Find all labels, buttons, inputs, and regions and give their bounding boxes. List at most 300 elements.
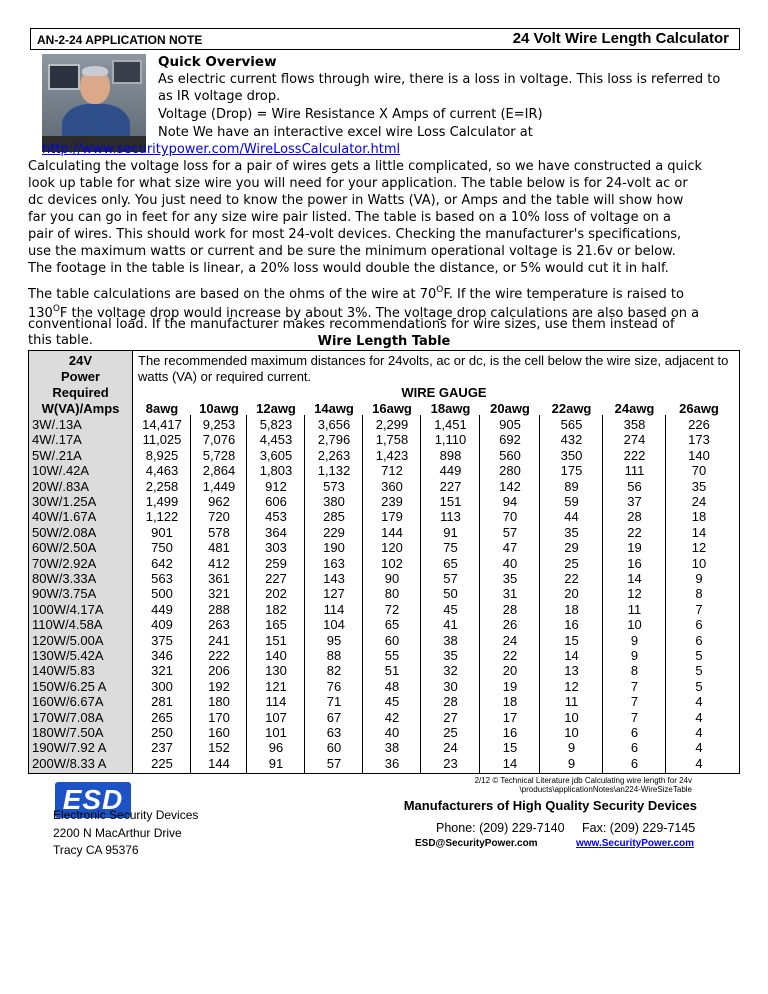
document-title: 24 Volt Wire Length Calculator — [512, 30, 729, 47]
distance-cell: 28 — [627, 509, 642, 525]
distance-cell: 24 — [502, 632, 518, 648]
gauge-header-22awg: 22awg — [551, 401, 592, 416]
distance-cell: 9 — [695, 571, 703, 586]
distance-cell: 6 — [630, 740, 639, 756]
body-line: far you can go in feet for any size wire pair listed. The table is based on a 10% loss of voltage on a — [28, 210, 671, 225]
distance-cell: 121 — [265, 678, 287, 694]
tagline: Manufacturers of High Quality Security Devices — [403, 798, 697, 813]
body-line: Calculating the voltage loss for a pair of wires gets a little complicated, so we have constructed a quick — [28, 159, 703, 174]
website-link[interactable]: www.SecurityPower.com — [576, 838, 695, 849]
distance-cell: 15 — [502, 740, 518, 756]
distance-cell: 321 — [151, 663, 173, 679]
distance-cell: 160 — [208, 725, 230, 740]
distance-cell: 173 — [688, 432, 710, 448]
distance-cell: 170 — [208, 709, 230, 725]
distance-cell: 76 — [326, 678, 342, 694]
distance-cell: 500 — [151, 586, 173, 602]
distance-cell: 8 — [630, 663, 639, 679]
distance-cell: 89 — [564, 478, 579, 494]
power-label: 160W/6.67A — [32, 694, 104, 710]
distance-cell: 3,605 — [259, 447, 293, 463]
distance-cell: 563 — [151, 571, 173, 586]
distance-cell: 32 — [443, 663, 458, 679]
distance-cell: 4 — [695, 740, 703, 756]
distance-cell: 57 — [326, 755, 342, 771]
distance-cell: 175 — [560, 463, 583, 479]
power-label: 130W/5.42A — [32, 648, 104, 663]
distance-cell: 113 — [440, 509, 461, 525]
distance-cell: 346 — [151, 648, 173, 663]
distance-cell: 42 — [384, 709, 400, 725]
distance-cell: 10 — [627, 617, 642, 633]
distance-cell: 9 — [630, 632, 639, 648]
distance-cell: 140 — [688, 447, 710, 463]
power-label: 20W/.83A — [32, 478, 90, 494]
table-title: Wire Length Table — [317, 334, 451, 349]
distance-cell: 94 — [502, 494, 518, 509]
distance-cell: 107 — [265, 709, 287, 725]
distance-cell: 22 — [502, 648, 518, 663]
distance-cell: 165 — [265, 617, 287, 633]
distance-cell: 11 — [627, 601, 642, 617]
power-label: 10W/.42A — [32, 463, 90, 479]
distance-cell: 163 — [323, 555, 345, 571]
distance-cell: 237 — [151, 740, 173, 756]
distance-cell: 72 — [384, 601, 400, 617]
power-label: 150W/6.25 A — [32, 678, 107, 694]
distance-cell: 2,263 — [317, 447, 351, 463]
distance-cell: 202 — [265, 586, 287, 602]
distance-cell: 48 — [384, 678, 400, 694]
distance-cell: 152 — [208, 740, 230, 756]
distance-cell: 1,499 — [145, 494, 179, 509]
distance-cell: 47 — [502, 540, 518, 556]
gauge-header-14awg: 14awg — [314, 401, 354, 416]
distance-cell: 96 — [268, 740, 284, 756]
distance-cell: 23 — [443, 755, 458, 771]
document-id: AN-2-24 APPLICATION NOTE — [37, 33, 203, 47]
distance-cell: 5 — [695, 648, 703, 663]
distance-cell: 16 — [564, 617, 579, 633]
distance-cell: 3,656 — [317, 417, 351, 432]
gauge-header-24awg: 24awg — [614, 401, 655, 416]
col-header-line: W(VA)/Amps — [41, 401, 120, 416]
distance-cell: 19 — [627, 540, 642, 556]
distance-cell: 5 — [695, 678, 703, 694]
distance-cell: 226 — [688, 417, 710, 432]
distance-cell: 750 — [151, 540, 173, 556]
distance-cell: 1,132 — [317, 463, 351, 479]
distance-cell: 222 — [623, 447, 646, 463]
col-header-line: Power — [60, 369, 100, 384]
distance-cell: 24 — [443, 740, 458, 756]
gauge-header-8awg: 8awg — [145, 401, 179, 416]
distance-cell: 449 — [151, 601, 173, 617]
distance-cell: 2,299 — [375, 417, 409, 432]
distance-cell: 4 — [695, 755, 703, 771]
body-line: use the maximum watts or current and be sure the minimum operational voltage is 21.6v or below. — [28, 244, 676, 259]
distance-cell: 16 — [627, 555, 642, 571]
distance-cell: 1,122 — [145, 509, 179, 525]
distance-cell: 30 — [443, 678, 458, 694]
distance-cell: 692 — [499, 432, 521, 448]
distance-cell: 22 — [627, 524, 642, 540]
power-label: 90W/3.75A — [32, 586, 97, 602]
body-line: this table. — [28, 333, 93, 348]
overview-formula: Voltage (Drop) = Wire Resistance X Amps of current (E=IR) — [158, 107, 543, 122]
distance-cell: 358 — [623, 417, 646, 432]
distance-cell: 905 — [499, 417, 521, 432]
distance-cell: 104 — [323, 617, 345, 633]
distance-cell: 573 — [323, 478, 345, 494]
distance-cell: 288 — [208, 601, 230, 617]
distance-cell: 18 — [691, 509, 707, 525]
distance-cell: 144 — [208, 755, 230, 771]
distance-cell: 35 — [691, 478, 707, 494]
distance-cell: 151 — [439, 494, 462, 509]
distance-cell: 1,449 — [202, 478, 236, 494]
distance-cell: 70 — [691, 463, 707, 479]
distance-cell: 25 — [443, 725, 458, 740]
distance-cell: 412 — [208, 555, 230, 571]
distance-cell: 265 — [151, 709, 173, 725]
overview-note: Note We have an interactive excel wire Loss Calculator at — [158, 125, 533, 140]
distance-cell: 12 — [564, 678, 579, 694]
distance-cell: 40 — [384, 725, 400, 740]
distance-cell: 481 — [208, 540, 230, 556]
body-line: dc devices only. You just need to know the power in Watts (VA), or Amps and the table will show how — [28, 193, 684, 208]
distance-cell: 27 — [443, 709, 458, 725]
header-box — [30, 28, 740, 50]
distance-cell: 20 — [502, 663, 518, 679]
distance-cell: 606 — [265, 494, 287, 509]
distance-cell: 712 — [381, 463, 403, 479]
distance-cell: 60 — [326, 740, 342, 756]
distance-cell: 227 — [265, 571, 287, 586]
power-label: 80W/3.33A — [32, 571, 97, 586]
distance-cell: 360 — [381, 478, 403, 494]
distance-cell: 4 — [695, 694, 703, 710]
body-line: The footage in the table is linear, a 20% loss would double the distance, or 5% would cut it in half. — [28, 261, 669, 276]
distance-cell: 285 — [323, 509, 345, 525]
table-note: watts (VA) or required current. — [138, 369, 312, 384]
distance-cell: 7 — [695, 601, 703, 617]
power-label: 140W/5.83 — [32, 663, 95, 679]
company-street: 2200 N MacArthur Drive — [53, 826, 182, 840]
distance-cell: 2,864 — [202, 463, 236, 479]
distance-cell: 222 — [208, 648, 230, 663]
distance-cell: 8,925 — [145, 447, 179, 463]
distance-cell: 75 — [443, 540, 458, 556]
gauge-header-12awg: 12awg — [256, 401, 296, 416]
distance-cell: 102 — [381, 555, 403, 571]
distance-cell: 9 — [630, 648, 639, 663]
body-line: conventional load. If the manufacturer makes recommendations for wire sizes, use them instead of — [28, 317, 675, 332]
distance-cell: 57 — [443, 571, 458, 586]
distance-cell: 71 — [326, 694, 342, 710]
power-label: 70W/2.92A — [32, 555, 97, 571]
distance-cell: 37 — [627, 494, 642, 509]
gauge-header-16awg: 16awg — [372, 401, 412, 416]
body-temp-line-1: The table calculations are based on the ohms of the wire at $70^OF$. If the wire temperature is raised to — [28, 285, 684, 302]
distance-cell: 5 — [695, 663, 703, 679]
distance-cell: 206 — [208, 663, 230, 679]
esd-logo: ESD — [55, 782, 131, 818]
body-line: look up table for what size wire you will need for your application. The table below is for 24-volt ac or — [28, 176, 688, 191]
distance-cell: 1,758 — [375, 432, 409, 448]
distance-cell: 143 — [323, 571, 345, 586]
distance-cell: 25 — [564, 555, 579, 571]
distance-cell: 151 — [265, 632, 287, 648]
distance-cell: 35 — [502, 571, 518, 586]
distance-cell: 56 — [627, 478, 642, 494]
distance-cell: 7 — [630, 678, 639, 694]
distance-cell: 26 — [502, 617, 518, 633]
distance-cell: 274 — [623, 432, 646, 448]
distance-cell: 409 — [151, 617, 173, 633]
distance-cell: 7,076 — [202, 432, 236, 448]
power-label: 3W/.13A — [32, 417, 82, 432]
distance-cell: 7 — [630, 694, 639, 710]
distance-cell: 13 — [564, 663, 579, 679]
distance-cell: 16 — [502, 725, 518, 740]
distance-cell: 9 — [567, 755, 576, 771]
body-line: pair of wires. This should work for most 24-volt devices. Checking the manufacturer's specifications, — [28, 227, 682, 242]
distance-cell: 280 — [499, 463, 521, 479]
distance-cell: 300 — [151, 678, 173, 694]
distance-cell: 10 — [564, 709, 579, 725]
power-label: 170W/7.08A — [32, 709, 104, 725]
distance-cell: 90 — [384, 571, 400, 586]
distance-cell: 263 — [208, 617, 230, 633]
distance-cell: 45 — [384, 694, 400, 710]
distance-cell: 55 — [384, 648, 400, 663]
company-city: Tracy CA 95376 — [53, 843, 139, 857]
distance-cell: 321 — [208, 586, 230, 602]
distance-cell: 14 — [502, 755, 518, 771]
distance-cell: 5,728 — [202, 447, 236, 463]
distance-cell: 380 — [323, 494, 345, 509]
distance-cell: 11,025 — [142, 432, 182, 448]
distance-cell: 35 — [564, 524, 579, 540]
table-note: The recommended maximum distances for 24volts, ac or dc, is the cell below the wire size, adjacent to — [138, 353, 729, 368]
wire-length-table — [28, 350, 740, 774]
distance-cell: 24 — [691, 494, 707, 509]
distance-cell: 88 — [326, 648, 342, 663]
distance-cell: 9 — [567, 740, 576, 756]
distance-cell: 44 — [564, 509, 579, 525]
distance-cell: 2,258 — [145, 478, 179, 494]
distance-cell: 350 — [560, 447, 583, 463]
distance-cell: 51 — [384, 663, 400, 679]
distance-cell: 59 — [564, 494, 579, 509]
distance-cell: 190 — [323, 540, 345, 556]
distance-cell: 111 — [624, 463, 645, 479]
email[interactable]: ESD@SecurityPower.com — [415, 838, 538, 849]
distance-cell: 20 — [564, 586, 579, 602]
distance-cell: 67 — [326, 709, 342, 725]
distance-cell: 241 — [208, 632, 230, 648]
calculator-link[interactable]: http://www.securitypower.com/WireLossCalculator.html — [42, 142, 401, 157]
distance-cell: 19 — [502, 678, 518, 694]
quick-overview-heading: Quick Overview — [158, 54, 277, 70]
distance-cell: 4,453 — [259, 432, 293, 448]
tech-note-2: \products\applicationNotes\an224-WireSizeTable — [519, 785, 692, 794]
body-temp-line-2: $130^OF$ the voltage drop would increase by about 3%. The voltage drop calculations are also based on a — [28, 304, 700, 321]
distance-cell: 1,423 — [375, 447, 409, 463]
distance-cell: 35 — [443, 648, 458, 663]
power-label: 60W/2.50A — [32, 540, 97, 556]
distance-cell: 6 — [630, 755, 639, 771]
distance-cell: 18 — [564, 601, 579, 617]
distance-cell: 1,110 — [434, 432, 467, 448]
distance-cell: 179 — [381, 509, 403, 525]
power-label: 200W/8.33 A — [32, 755, 107, 771]
distance-cell: 41 — [443, 617, 458, 633]
distance-cell: 901 — [151, 524, 173, 540]
overview-line-2: as IR voltage drop. — [158, 89, 281, 104]
distance-cell: 95 — [326, 632, 342, 648]
power-label: 120W/5.00A — [32, 632, 104, 648]
power-label: 100W/4.17A — [32, 601, 104, 617]
distance-cell: 898 — [439, 447, 462, 463]
distance-cell: 912 — [265, 478, 287, 494]
company-name: Electronic Security Devices — [53, 808, 199, 822]
distance-cell: 80 — [384, 586, 400, 602]
distance-cell: 8 — [695, 586, 703, 602]
distance-cell: 50 — [443, 586, 458, 602]
phone: Phone: (209) 229-7140 — [436, 821, 565, 835]
distance-cell: 15 — [564, 632, 579, 648]
distance-cell: 82 — [326, 663, 342, 679]
distance-cell: 18 — [502, 694, 518, 710]
distance-cell: 91 — [443, 524, 458, 540]
distance-cell: 281 — [151, 694, 173, 710]
distance-cell: 192 — [208, 678, 230, 694]
distance-cell: 10 — [564, 725, 579, 740]
gauge-header-18awg: 18awg — [430, 401, 471, 416]
distance-cell: 4,463 — [145, 463, 179, 479]
distance-cell: 14 — [564, 648, 579, 663]
distance-cell: 1,803 — [259, 463, 293, 479]
fax: Fax: (209) 229-7145 — [582, 821, 696, 835]
distance-cell: 5,823 — [259, 417, 293, 432]
distance-cell: 101 — [265, 725, 287, 740]
distance-cell: 720 — [208, 509, 230, 525]
distance-cell: 127 — [323, 586, 345, 602]
technician-photo — [42, 54, 146, 152]
distance-cell: 250 — [151, 725, 173, 740]
distance-cell: 4 — [695, 725, 703, 740]
distance-cell: 60 — [384, 632, 400, 648]
distance-cell: 227 — [439, 478, 462, 494]
distance-cell: 17 — [502, 709, 518, 725]
gauge-header-20awg: 20awg — [490, 401, 530, 416]
power-label: 110W/4.58A — [32, 617, 103, 633]
distance-cell: 14 — [627, 571, 642, 586]
distance-cell: 361 — [208, 571, 230, 586]
distance-cell: 63 — [326, 725, 342, 740]
distance-cell: 303 — [265, 540, 287, 556]
distance-cell: 560 — [499, 447, 521, 463]
distance-cell: 142 — [499, 478, 521, 494]
distance-cell: 45 — [443, 601, 458, 617]
distance-cell: 239 — [381, 494, 403, 509]
distance-cell: 6 — [695, 617, 703, 633]
distance-cell: 120 — [381, 540, 403, 556]
distance-cell: 565 — [560, 417, 583, 432]
distance-cell: 229 — [323, 524, 345, 540]
power-label: 190W/7.92 A — [32, 740, 107, 756]
distance-cell: 114 — [265, 694, 287, 710]
distance-cell: 38 — [443, 632, 458, 648]
distance-cell: 40 — [502, 555, 518, 571]
distance-cell: 642 — [151, 555, 173, 571]
col-header-line: Required — [52, 385, 109, 400]
distance-cell: 962 — [208, 494, 230, 509]
power-label: 5W/.21A — [32, 447, 82, 463]
distance-cell: 144 — [381, 524, 403, 540]
power-label: 50W/2.08A — [32, 524, 97, 540]
distance-cell: 1,451 — [434, 417, 467, 432]
overview-line-1: As electric current flows through wire, there is a loss in voltage. This loss is referred to — [158, 72, 721, 87]
distance-cell: 578 — [208, 524, 230, 540]
distance-cell: 114 — [323, 601, 345, 617]
distance-cell: 12 — [627, 586, 642, 602]
distance-cell: 182 — [265, 601, 287, 617]
distance-cell: 65 — [443, 555, 458, 571]
distance-cell: 180 — [208, 694, 230, 710]
distance-cell: 70 — [502, 509, 518, 525]
distance-cell: 449 — [439, 463, 462, 479]
distance-cell: 453 — [265, 509, 287, 525]
distance-cell: 6 — [630, 725, 639, 740]
distance-cell: 28 — [502, 601, 518, 617]
distance-cell: 375 — [151, 632, 173, 648]
distance-cell: 29 — [564, 540, 579, 556]
distance-cell: 6 — [695, 632, 703, 648]
distance-cell: 10 — [691, 555, 707, 571]
power-label: 4W/.17A — [32, 432, 82, 448]
wire-gauge-label: WIRE GAUGE — [401, 385, 487, 400]
tech-note-1: 2/12 © Technical Literature jdb Calculating wire length for 24v — [474, 776, 692, 785]
distance-cell: 4 — [695, 709, 703, 725]
distance-cell: 14,417 — [142, 417, 182, 432]
distance-cell: 22 — [564, 571, 579, 586]
gauge-header-10awg: 10awg — [199, 401, 239, 416]
col-header-line: 24V — [68, 353, 93, 368]
distance-cell: 7 — [630, 709, 639, 725]
distance-cell: 2,796 — [317, 432, 351, 448]
distance-cell: 91 — [268, 755, 284, 771]
distance-cell: 259 — [265, 555, 287, 571]
distance-cell: 38 — [384, 740, 400, 756]
gauge-header-26awg: 26awg — [679, 401, 719, 416]
power-label: 40W/1.67A — [32, 509, 97, 525]
distance-cell: 432 — [560, 432, 583, 448]
distance-cell: 65 — [384, 617, 400, 633]
distance-cell: 12 — [691, 540, 707, 556]
distance-cell: 14 — [691, 524, 707, 540]
distance-cell: 11 — [564, 694, 579, 710]
distance-cell: 31 — [502, 586, 518, 602]
distance-cell: 140 — [265, 648, 287, 663]
distance-cell: 36 — [384, 755, 400, 771]
distance-cell: 364 — [265, 524, 287, 540]
distance-cell: 225 — [151, 755, 173, 771]
power-label: 30W/1.25A — [32, 494, 97, 509]
distance-cell: 130 — [265, 663, 287, 679]
